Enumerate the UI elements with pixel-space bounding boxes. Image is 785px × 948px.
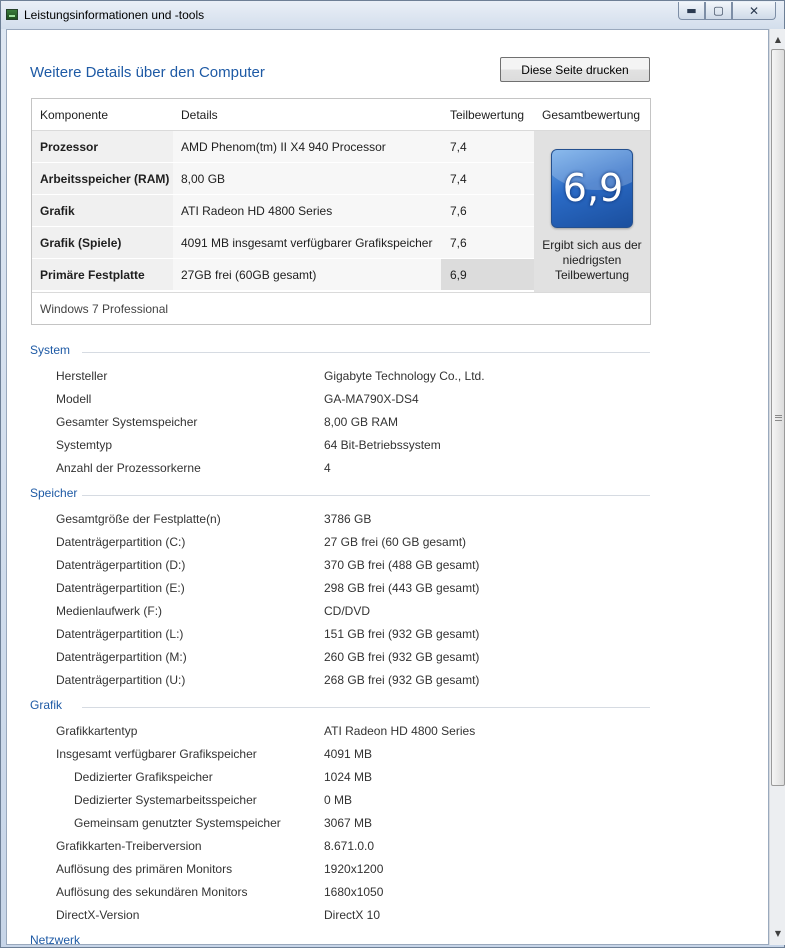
- section-divider: [82, 707, 650, 708]
- header-subscore: Teilbewertung: [450, 108, 525, 122]
- section-system-title: System: [30, 343, 71, 357]
- row-details: AMD Phenom(tm) II X4 940 Processor: [173, 131, 441, 162]
- kv-value: 268 GB frei (932 GB gesamt): [324, 673, 480, 687]
- section-network-title: Netzwerk: [30, 933, 81, 945]
- score-row-graphics: [32, 195, 534, 227]
- kv-label: Medienlaufwerk (F:): [56, 604, 163, 618]
- row-details: ATI Radeon HD 4800 Series: [173, 195, 441, 226]
- kv-label: Gesamtgröße der Festplatte(n): [56, 512, 221, 526]
- kv-value: 27 GB frei (60 GB gesamt): [324, 535, 467, 549]
- overall-score-panel: [534, 131, 650, 292]
- kv-label: Datenträgerpartition (L:): [56, 627, 184, 641]
- kv-label: Hersteller: [56, 369, 108, 383]
- kv-label: Gemeinsam genutzter Systemspeicher: [74, 816, 281, 830]
- row-component: Grafik (Spiele): [32, 227, 173, 258]
- kv-label: DirectX-Version: [56, 908, 140, 922]
- windows-edition: Windows 7 Professional: [32, 292, 650, 324]
- kv-label: Grafikkartentyp: [56, 724, 138, 738]
- close-button[interactable]: ✕: [732, 2, 776, 20]
- row-score: 7,6: [441, 227, 534, 258]
- kv-label: Datenträgerpartition (U:): [56, 673, 186, 687]
- row-component: Primäre Festplatte: [32, 259, 173, 290]
- performance-app-icon: [6, 9, 18, 20]
- row-details: 27GB frei (60GB gesamt): [173, 259, 441, 290]
- kv-label: Systemtyp: [56, 438, 113, 452]
- kv-label: Auflösung des primären Monitors: [56, 862, 233, 876]
- window-title: Leistungsinformationen und -tools: [24, 8, 205, 22]
- kv-value: 64 Bit-Betriebssystem: [324, 438, 441, 452]
- window-controls: [678, 2, 776, 20]
- scroll-down-icon[interactable]: ▼: [774, 929, 782, 938]
- score-table-header: [32, 99, 650, 131]
- kv-value: 0 MB: [324, 793, 353, 807]
- kv-value: 3067 MB: [324, 816, 373, 830]
- kv-label: Modell: [56, 392, 92, 406]
- row-score: 7,6: [441, 195, 534, 226]
- row-component: Prozessor: [32, 131, 173, 162]
- kv-label: Anzahl der Prozessorkerne: [56, 461, 201, 475]
- kv-value: 298 GB frei (443 GB gesamt): [324, 581, 480, 595]
- overall-score-note: Ergibt sich aus der niedrigsten Teilbewertung: [542, 238, 642, 282]
- content-area: [6, 29, 769, 945]
- kv-value: 1680x1050: [324, 885, 384, 899]
- row-score: 7,4: [441, 163, 534, 194]
- row-score: 7,4: [441, 131, 534, 162]
- row-component: Grafik: [32, 195, 173, 226]
- kv-label: Datenträgerpartition (C:): [56, 535, 186, 549]
- section-divider: [82, 495, 650, 496]
- kv-label: Insgesamt verfügbarer Grafikspeicher: [56, 747, 257, 761]
- vertical-scrollbar[interactable]: [769, 29, 785, 945]
- row-details: 4091 MB insgesamt verfügbarer Grafikspeicher: [173, 227, 441, 258]
- kv-label: Datenträgerpartition (M:): [56, 650, 187, 664]
- kv-label: Gesamter Systemspeicher: [56, 415, 198, 429]
- kv-value: 370 GB frei (488 GB gesamt): [324, 558, 480, 572]
- kv-label: Datenträgerpartition (E:): [56, 581, 185, 595]
- kv-value: 4: [324, 461, 331, 475]
- header-basescore: Gesamtbewertung: [542, 108, 641, 122]
- kv-value: 1920x1200: [324, 862, 384, 876]
- header-details: Details: [181, 108, 218, 122]
- kv-label: Datenträgerpartition (D:): [56, 558, 186, 572]
- kv-value: ATI Radeon HD 4800 Series: [324, 724, 476, 738]
- kv-value: DirectX 10: [324, 908, 381, 922]
- row-score: 6,9: [441, 259, 534, 290]
- windows-score-badge-icon: [551, 149, 633, 228]
- scroll-up-icon[interactable]: ▲: [774, 35, 782, 44]
- score-row-memory: [32, 163, 534, 195]
- header-component: Komponente: [40, 108, 109, 122]
- kv-value: 8,00 GB RAM: [324, 415, 399, 429]
- score-row-processor: [32, 131, 534, 163]
- kv-value: Gigabyte Technology Co., Ltd.: [324, 369, 485, 383]
- kv-value: 8.671.0.0: [324, 839, 375, 853]
- kv-label: Dedizierter Grafikspeicher: [74, 770, 213, 784]
- kv-value: CD/DVD: [324, 604, 371, 618]
- kv-value: 260 GB frei (932 GB gesamt): [324, 650, 480, 664]
- kv-value: 151 GB frei (932 GB gesamt): [324, 627, 480, 641]
- kv-value: GA-MA790X-DS4: [324, 392, 419, 406]
- kv-value: 1024 MB: [324, 770, 373, 784]
- kv-label: Grafikkarten-Treiberversion: [56, 839, 202, 853]
- section-storage-title: Speicher: [30, 486, 78, 500]
- row-details: 8,00 GB: [173, 163, 441, 194]
- kv-label: Auflösung des sekundären Monitors: [56, 885, 248, 899]
- print-page-button[interactable]: Diese Seite drucken: [500, 57, 650, 82]
- score-table: [31, 98, 651, 325]
- overall-score: 6,9: [562, 166, 624, 210]
- page-title: Weitere Details über den Computer: [30, 64, 265, 81]
- kv-value: 3786 GB: [324, 512, 372, 526]
- kv-value: 4091 MB: [324, 747, 373, 761]
- maximize-button[interactable]: ▢: [705, 2, 732, 20]
- score-row-primary-disk: [32, 259, 534, 291]
- kv-label: Dedizierter Systemarbeitsspeicher: [74, 793, 257, 807]
- grip-icon: [775, 415, 782, 421]
- section-graphics-title: Grafik: [30, 698, 63, 712]
- score-row-gaming-graphics: [32, 227, 534, 259]
- title-bar[interactable]: [1, 1, 784, 29]
- minimize-button[interactable]: ▬: [678, 2, 705, 20]
- row-component: Arbeitsspeicher (RAM): [32, 163, 173, 194]
- section-divider: [82, 352, 650, 353]
- scrollbar-thumb[interactable]: [771, 49, 785, 786]
